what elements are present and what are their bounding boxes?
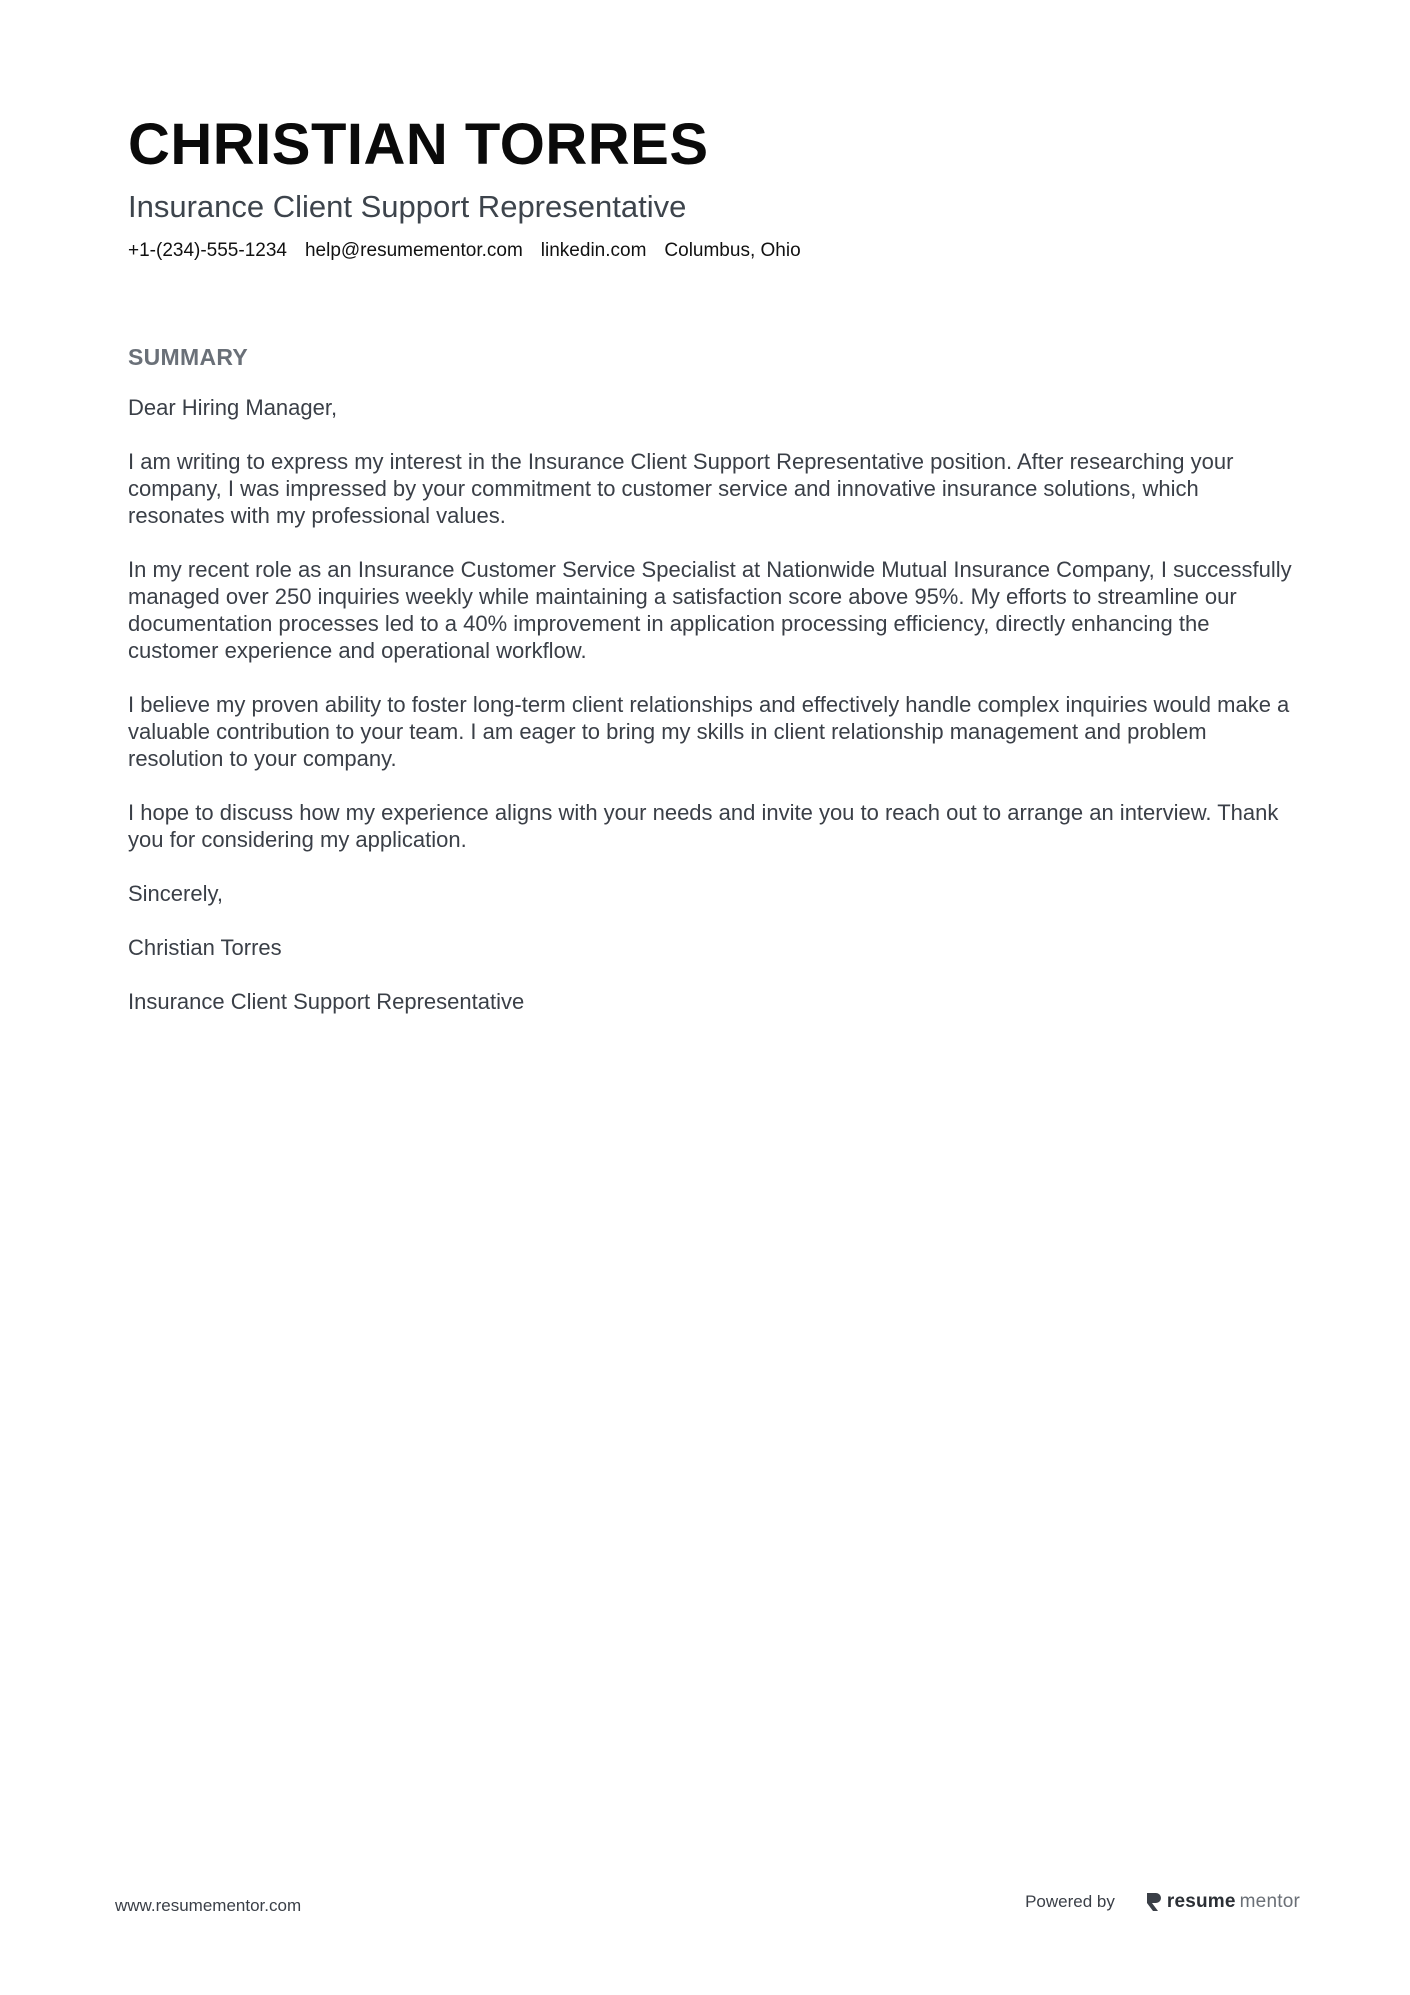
salutation: Dear Hiring Manager,	[128, 395, 338, 420]
signature-name: Christian Torres	[128, 935, 282, 960]
candidate-title: Insurance Client Support Representative	[128, 189, 687, 224]
brand-logo[interactable]	[1145, 1890, 1300, 1914]
brand-name-bold: resume	[1166, 1891, 1236, 1912]
candidate-name: CHRISTIAN TORRES	[128, 112, 709, 177]
paragraph-experience: In my recent role as an Insurance Customer Service Specialist at Nationwide Mutual Insurance Company, I successfully managed over 250 inquiries weekly while maintaining a satisfaction score above 95%. My efforts to streamline our documentation processes led to a 40% improvement in application processing efficiency, directly enhancing the customer experience and operational workflow.	[128, 557, 1292, 663]
paragraph-value: I believe my proven ability to foster long-term client relationships and effectively handle complex inquiries would make a valuable contribution to your team. I am eager to bring my skills in client relationship management and problem resolution to your company.	[128, 692, 1290, 771]
closing: Sincerely,	[128, 881, 223, 906]
footer-website[interactable]: www.resumementor.com	[115, 1896, 302, 1915]
contact-phone: +1-(234)-555-1234	[128, 240, 287, 261]
summary-heading: SUMMARY	[128, 344, 249, 370]
signature-title: Insurance Client Support Representative	[128, 989, 525, 1014]
contact-linkedin[interactable]: linkedin.com	[540, 240, 647, 261]
contact-email[interactable]: help@resumementor.com	[304, 240, 523, 261]
footer-powered-by	[1025, 1890, 1300, 1914]
paragraph-intro: I am writing to express my interest in the Insurance Client Support Representative position. After researching your company, I was impressed by your commitment to customer service and innovative insurance solutions, which resonates with my professional values.	[128, 449, 1234, 528]
contact-location: Columbus, Ohio	[664, 240, 801, 261]
paragraph-closing: I hope to discuss how my experience aligns with your needs and invite you to reach out to arrange an interview. Thank you for considering my application.	[128, 800, 1279, 852]
brand-name-light: mentor	[1239, 1891, 1300, 1912]
summary-section	[128, 342, 1298, 1042]
powered-by-label: Powered by	[1025, 1892, 1115, 1911]
header	[128, 110, 1288, 264]
contact-line	[128, 238, 1288, 264]
resumementor-logo-icon	[1145, 1891, 1163, 1913]
letter-body	[128, 394, 1298, 1015]
